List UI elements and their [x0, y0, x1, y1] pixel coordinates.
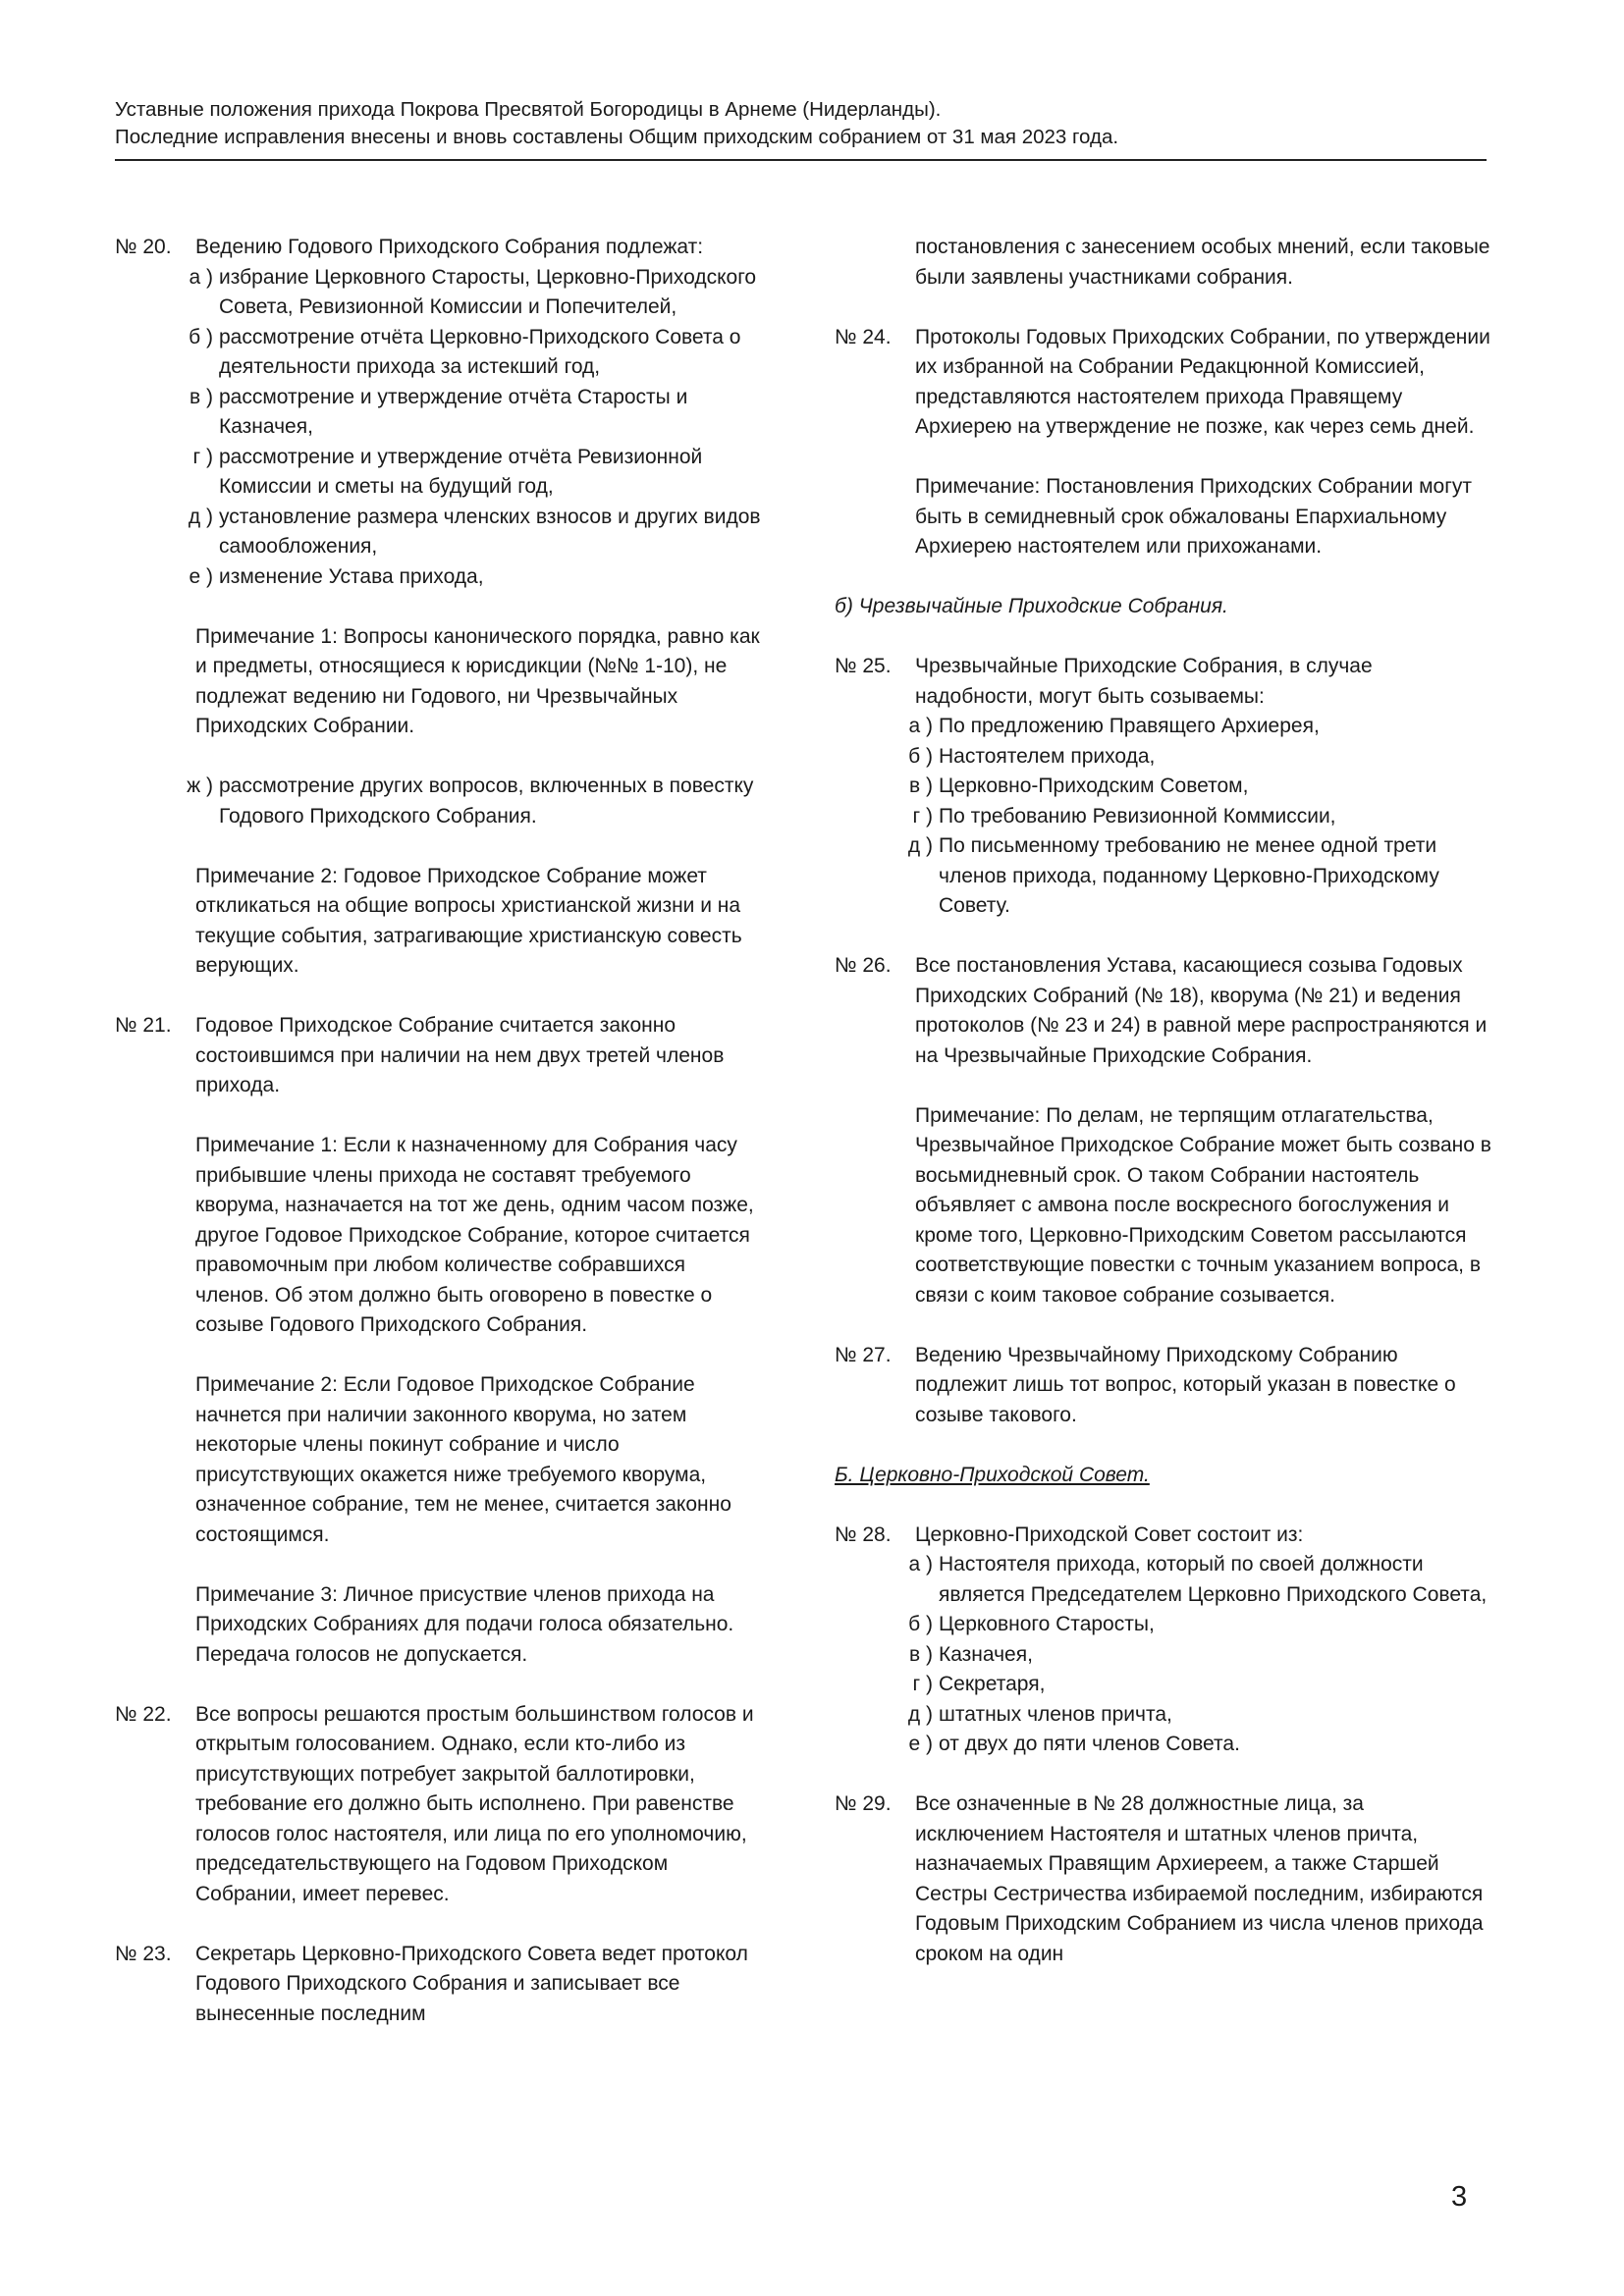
note: Примечание 2: Годовое Приходское Собрание может откликаться на общие вопросы христианской жизни и на текущие события, затрагивающие христианскую совесть верующих. — [195, 864, 742, 977]
note: Примечание 1: Если к назначенному для Собрания часу прибывшие члены прихода не составят требуемого кворума, назначается на тот же день, одним часом позже, другое Годовое Приходское Собрание, которое считается правомочным при любом количестве собравшихся членов. Об этом должно быть оговорено в повестке о созыве Годового Приходского Собрания. — [195, 1134, 754, 1336]
section-27 — [835, 1341, 1492, 1431]
section-text: Секретарь Церковно-Приходского Совета ведет протокол Годового Приходского Собрания и записывает все вынесенные последним — [195, 1942, 748, 2025]
list-item: е ) от двух до пяти членов Совета. — [908, 1733, 1240, 1755]
section-number: № 20. — [115, 236, 172, 258]
section-number: № 21. — [115, 1014, 172, 1037]
section-21 — [115, 1011, 763, 1101]
section-text: Протоколы Годовых Приходских Собрании, по утверждении их избранной на Собрании Редакцюнной Комиссией, представляются настоятелем прихода Правящему Архиерею на утверждение не позже, как через семь дней. — [915, 325, 1490, 438]
list-item: д ) установление размера членских взносов и других видов самообложения, — [188, 505, 761, 558]
section-text: Все постановления Устава, касающиеся созыва Годовых Приходских Собраний (№ 18), кворума (№ 21) и ведения протоколов (№ 23 и 24) в равной мере распространяются и на Чрезвычайные Приходские Собрания. — [915, 954, 1488, 1067]
header-rule — [115, 159, 1487, 161]
section-number: № 28. — [835, 1522, 892, 1546]
section-text: Ведению Чрезвычайному Приходскому Собранию подлежит лишь тот вопрос, который указан в повестке о созыве такового. — [915, 1343, 1456, 1426]
section-23-continued: постановления с занесением особых мнений, если таковые были заявлены участниками собрания. — [915, 236, 1490, 289]
section-26 — [835, 951, 1492, 1071]
section-22 — [115, 1700, 763, 1910]
list-item: б ) рассмотрение отчёта Церковно-Приходского Совета о деятельности прихода за истекший год, — [189, 325, 741, 378]
note: Примечание 2: Если Годовое Приходское Собрание начнется при наличии законного кворума, но затем некоторые члены покинут собрание и число присутствующих окажется ниже требуемого кворума, означенное собрание, тем не менее, считается законно состоящимся. — [195, 1373, 731, 1546]
section-number: № 29. — [835, 1792, 892, 1815]
list-item: е ) изменение Устава прихода, — [189, 564, 484, 588]
list-item: г ) Секретаря, — [912, 1673, 1046, 1695]
right-column — [835, 233, 1492, 2000]
list-item: д ) штатных членов причта, — [907, 1702, 1172, 1726]
section-20 — [115, 233, 763, 592]
section-29 — [835, 1789, 1492, 1969]
list-item: в ) Церковно-Приходским Советом, — [909, 774, 1249, 797]
list-item: а ) избрание Церковного Старосты, Церковно-Приходского Совета, Ревизионной Комиссии и Попечителей, — [189, 265, 757, 318]
list-item: г ) По требованию Ревизионной Коммиссии, — [912, 804, 1336, 828]
subheading: б) Чрезвычайные Приходские Собрания. — [835, 595, 1228, 617]
section-text: Чрезвычайные Приходские Собрания, в случае надобности, могут быть созываемы: — [915, 655, 1373, 708]
header-line-2: Последние исправления внесены и вновь составлены Общим приходским собранием от 31 мая 2023 года. — [115, 126, 1119, 148]
section-number: № 27. — [835, 1343, 892, 1366]
section-number: № 24. — [835, 325, 892, 348]
header-line-1: Уставные положения прихода Покрова Пресвятой Богородицы в Арнеме (Нидерланды). — [115, 98, 942, 121]
note: Примечание 3: Личное присуствие членов прихода на Приходских Собраниях для подачи голоса обязательно. Передача голосов не допускается. — [195, 1582, 734, 1666]
list-item: а ) По предложению Правящего Архиерея, — [908, 715, 1320, 737]
section-number: № 26. — [835, 954, 892, 977]
left-column — [115, 233, 763, 2059]
section-24 — [835, 323, 1492, 443]
page-header — [115, 96, 1480, 151]
section-text: Все вопросы решаются простым большинством голосов и открытым голосованием. Однако, если кто-либо из присутствующих потребует закрытой баллотировки, требование его должно быть исполнено. При равенстве голосов голос настоятеля, или лица по его уполномочию, председательствующего на Годовом Приходском Собрании, имеет перевес. — [195, 1702, 754, 1905]
section-number: № 22. — [115, 1702, 172, 1726]
note: Примечание 1: Вопросы канонического порядка, равно как и предметы, относящиеся к юрисдикции (№№ 1-10), не подлежат ведению ни Годового, ни Чрезвычайных Приходских Собрании. — [195, 624, 760, 737]
section-28 — [835, 1521, 1492, 1760]
list-item: б ) Настоятелем прихода, — [908, 744, 1156, 768]
section-20-item-zh — [115, 772, 763, 831]
note: Примечание: По делам, не терпящим отлагательства, Чрезвычайное Приходское Собрание может быть созвано в восьмидневный срок. О таком Собрании настоятель объявляет с амвона после воскресного богослужения и кроме того, Церковно-Приходским Советом рассылаются соответствующие повестки с точным указанием вопроса, в связи с коим таковое собрание созывается. — [915, 1103, 1491, 1307]
section-number: № 23. — [115, 1942, 172, 1965]
section-text: Годовое Приходское Собрание считается законно состоившимся при наличии на нем двух третей членов прихода. — [195, 1014, 725, 1096]
list-item: б ) Церковного Старосты, — [908, 1613, 1155, 1635]
section-23 — [115, 1940, 763, 2030]
list-item: в ) рассмотрение и утверждение отчёта Старосты и Казначея, — [189, 385, 688, 438]
section-text: Ведению Годового Приходского Собрания подлежат: — [195, 236, 704, 258]
list-item: ж ) рассмотрение других вопросов, включенных в повестку Годового Приходского Собрания. — [187, 774, 754, 828]
section-number: № 25. — [835, 655, 892, 677]
section-text: Церковно-Приходской Совет состоит из: — [915, 1522, 1304, 1546]
list-item: д ) По письменному требованию не менее одной трети членов прихода, поданному Церковно-Приходскому Совету. — [907, 834, 1439, 917]
list-item: в ) Казначея, — [909, 1642, 1033, 1666]
list-item: г ) рассмотрение и утверждение отчёта Ревизионной Комиссии и сметы на будущий год, — [192, 445, 703, 498]
subheading: Б. Церковно-Приходской Совет. — [835, 1463, 1150, 1486]
page-number: 3 — [1451, 2181, 1468, 2213]
list-item: а ) Настоятеля прихода, который по своей должности является Председателем Церковно Приходского Совета, — [908, 1553, 1488, 1606]
section-text: Все означенные в № 28 должностные лица, за исключением Настоятеля и штатных членов причта, назначаемых Правящим Архиереем, а также Старшей Сестры Сестричества избираемой последним, избираются Годовым Приходским Собранием из числа членов прихода сроком на один — [915, 1792, 1484, 1965]
section-25 — [835, 652, 1492, 922]
note: Примечание: Постановления Приходских Собрании могут быть в семидневный срок обжалованы Епархиальному Архиерею настоятелем или прихожанами. — [915, 475, 1472, 558]
